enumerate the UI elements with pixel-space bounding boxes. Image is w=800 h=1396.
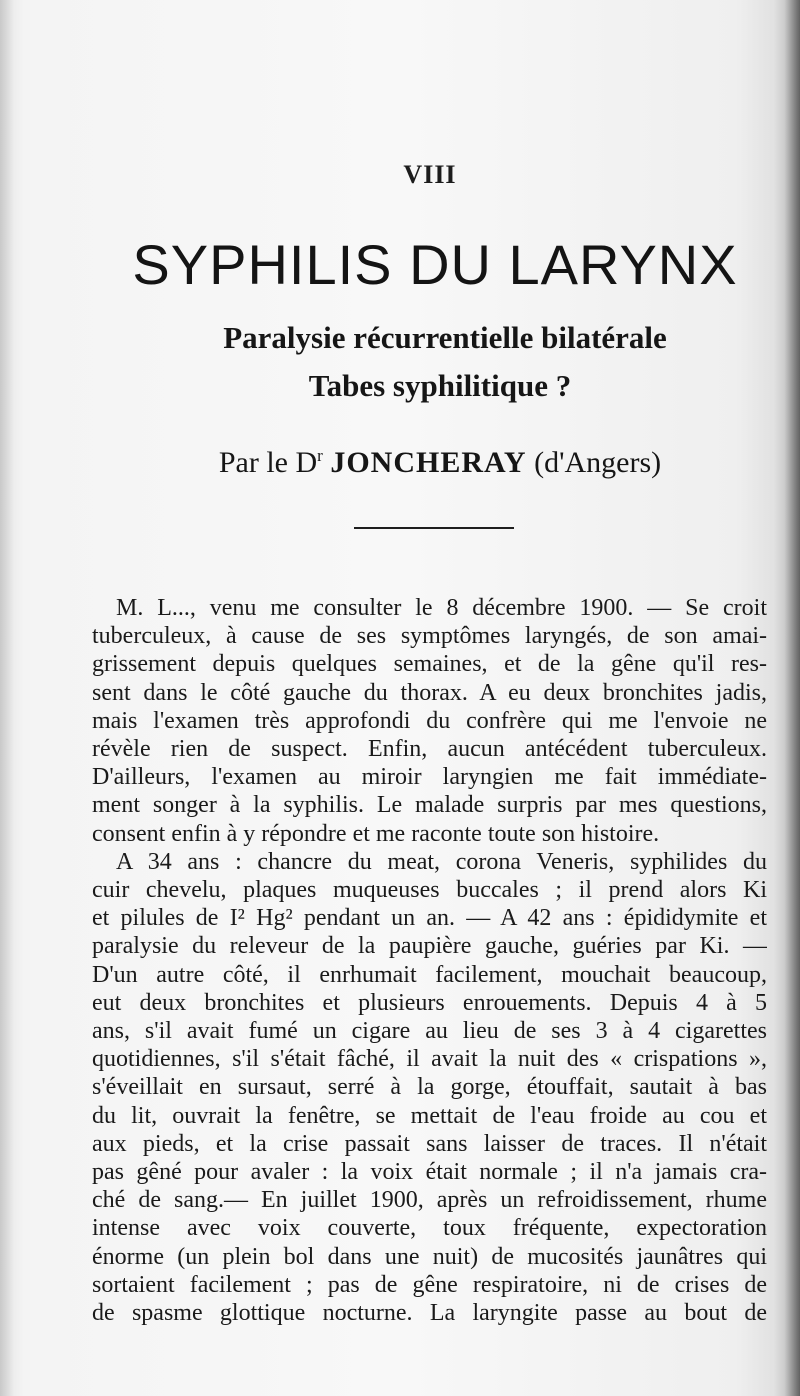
subtitle-line-2: Tabes syphilitique ? [308,368,572,403]
body-line: révèle rien de suspect. Enfin, aucun antécédent tuberculeux. [92,736,767,763]
body-line: eut deux bronchites et plusieurs enrouements. Depuis 4 à 5 [92,989,767,1016]
body-line: pas gêné pour avaler : la voix était normale ; il n'a jamais cra- [92,1159,767,1186]
title-separator-rule [354,527,514,529]
body-line: de spasme glottique nocturne. La laryngite passe au bout de [92,1300,767,1327]
article-title: SYPHILIS DU LARYNX [132,233,738,296]
book-spine-shadow [774,0,800,1396]
body-line: mais l'examen très approfondi du confrère qui me l'envoie ne [92,707,767,734]
body-line: et pilules de I² Hg² pendant un an. — A 42 ans : épididymite et [92,905,767,932]
body-line: énorme (un plein bol dans une nuit) de mucosités jaunâtres qui [92,1243,767,1270]
subtitle-line-1: Paralysie récurrentielle bilatérale [223,320,667,355]
body-line: D'ailleurs, l'examen au miroir laryngien me fait immédiate- [92,764,767,791]
body-line: aux pieds, et la crise passait sans laisser de traces. Il n'était [92,1130,767,1157]
body-line: ment songer à la syphilis. Le malade surpris par mes questions, [92,792,767,819]
body-line: consent enfin à y répondre et me raconte toute son histoire. [92,820,660,847]
body-line: cuir chevelu, plaques muqueuses buccales ; il prend alors Ki [92,877,767,904]
body-line: ans, s'il avait fumé un cigare au lieu de ses 3 à 4 cigarettes [92,1018,767,1045]
author-byline [160,446,720,480]
body-line: tuberculeux, à cause de ses symptômes laryngés, de son amai- [92,623,767,650]
body-line: ché de sang.— En juillet 1900, après un refroidissement, rhume [92,1187,767,1214]
body-line: M. L..., venu me consulter le 8 décembre 1900. — Se croit [116,595,767,621]
body-line: du lit, ouvrait la fenêtre, se mettait de l'eau froide au cou et [92,1102,767,1129]
page-left-shadow [0,0,14,1396]
body-line: grissement depuis quelques semaines, et de la gêne qu'il res- [92,651,767,678]
chapter-number: VIII [403,160,457,189]
body-line: sortaient facilement ; pas de gêne respiratoire, ni de crises de [92,1271,767,1298]
body-line: intense avec voix couverte, toux fréquente, expectoration [92,1215,767,1242]
author-prefix: Par le D [218,446,318,479]
article-body [92,594,767,1327]
body-line: quotidiennes, s'il s'était fâché, il avait la nuit des « crispations », [92,1046,767,1073]
author-prefix-superscript: r [317,446,323,465]
author-name: JONCHERAY [330,446,527,479]
body-line: paralysie du releveur de la paupière gauche, guéries par Ki. — [92,933,767,960]
body-line: D'un autre côté, il enrhumait facilement, mouchait beaucoup, [92,961,767,988]
author-affiliation: (d'Angers) [534,446,662,479]
body-line: A 34 ans : chancre du meat, corona Veneris, syphilides du [116,848,767,875]
body-line: s'éveillait en sursaut, serré à la gorge, étouffait, sautait à bas [92,1074,767,1101]
body-line: sent dans le côté gauche du thorax. A eu deux bronchites jadis, [92,679,767,706]
